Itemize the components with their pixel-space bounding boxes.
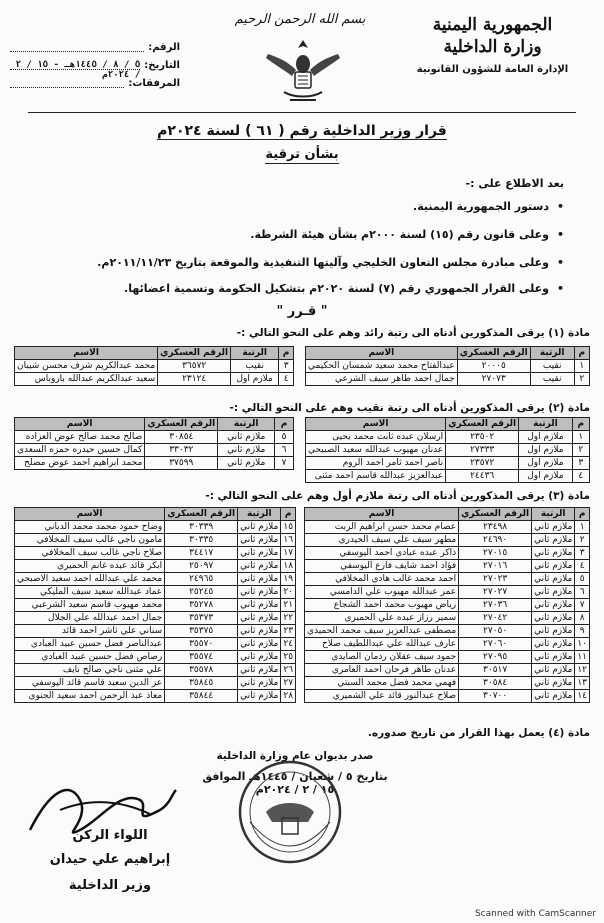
table-cell-n: ١ (575, 521, 590, 534)
table-cell-rank: ملازم ثاني (532, 586, 575, 599)
decree-subtitle (0, 147, 604, 162)
table-row (304, 599, 589, 612)
table-cell-n: ١٤ (575, 690, 590, 703)
table-cell-rank: ملازم ثاني (532, 521, 575, 534)
table-cell-num: ٢٧٠١٦ (459, 560, 532, 573)
table-cell-n: ٥ (575, 573, 590, 586)
table-row (304, 651, 589, 664)
reference-item: • دستور الجمهورية اليمنية. (413, 200, 564, 213)
table-cell-rank: ملازم ثاني (238, 651, 281, 664)
table-row (304, 612, 589, 625)
table-cell-rank: نقيب (530, 373, 574, 386)
table-cell-rank: ملازم ثاني (532, 664, 575, 677)
table-cell-rank: ملازم ثاني (532, 573, 575, 586)
table-row (15, 547, 296, 560)
table-row (15, 444, 294, 457)
table-header-row (304, 508, 589, 521)
table-cell-rank: ملازم ثاني (218, 444, 275, 457)
table-cell-name: عدنان مهيوب عبدالله سعيد الصبيحي (306, 444, 446, 457)
table-header-cell: الرقم العسكري (446, 418, 519, 431)
table-cell-num: ٣٧٥٩٩ (145, 457, 218, 470)
table-row (15, 431, 294, 444)
table-cell-rank: ملازم اول (519, 444, 572, 457)
department-name: الإدارة العامة للشؤون القانونية (416, 64, 569, 75)
table-cell-n: ٤ (279, 373, 294, 386)
table-cell-rank: ملازم ثاني (238, 638, 281, 651)
table-row (304, 677, 589, 690)
table-cell-n: ٢١ (281, 599, 296, 612)
table-cell-name: ذاكر عبده عبادي احمد اليوسفي (304, 547, 458, 560)
article-3-text: مادة (٣) يرقى المذكورين أدناه الى رتبة ملازم أول وهم على النحو التالي :- (205, 490, 590, 502)
table-cell-rank: نقيب (530, 360, 574, 373)
table-row (15, 586, 296, 599)
table-row (15, 457, 294, 470)
table-cell-num: ٣٥٨٤٤ (165, 690, 238, 703)
table-cell-n: ١٩ (281, 573, 296, 586)
table-header-cell: الرقم العسكري (457, 347, 530, 360)
table-cell-n: ٧ (275, 457, 294, 470)
article-2-table-right (305, 417, 590, 483)
table-cell-name: عز الدين سعيد قاسم قائد اليوسفي (15, 677, 165, 690)
table-row (306, 360, 590, 373)
table-header-cell: م (572, 418, 589, 431)
table-cell-n: ١ (574, 360, 589, 373)
table-row (304, 521, 589, 534)
table-header-cell: الرتبة (238, 508, 281, 521)
table-cell-name: فهمي محمد فضل محمد السبتي (304, 677, 458, 690)
table-cell-n: ٣ (575, 547, 590, 560)
table-cell-rank: ملازم ثاني (238, 534, 281, 547)
table-cell-name: محمد عبدالكريم شرف محسن شيبان (15, 360, 158, 373)
table-cell-rank: ملازم ثاني (238, 573, 281, 586)
table-header-row (15, 418, 294, 431)
table-header-row (15, 508, 296, 521)
table-cell-name: صلاح عبدالنور قائد علي الشميري (304, 690, 458, 703)
table-cell-rank: ملازم ثاني (532, 651, 575, 664)
table-cell-name: محمد علي عبدالله احمد سعيد الاصبحي (15, 573, 165, 586)
table-cell-name: كمال حسين حيدره حمزه السعدي (15, 444, 145, 457)
table-cell-num: ٢٠٠٠٥ (457, 360, 530, 373)
issue-date: بتاريخ ٥ / شعبان / ١٤٤٥هـ الموافق ١٥ / ٢ / ٢٠٢٤م (202, 770, 388, 796)
table-cell-rank: ملازم ثاني (238, 521, 281, 534)
table-cell-num: ٣٠٨٥٤ (145, 431, 218, 444)
table-cell-name: علي مثنى ناجي صالح نايف (15, 664, 165, 677)
table-cell-rank: ملازم ثاني (532, 534, 575, 547)
table-cell-num: ٢٧٠٧٣ (457, 373, 530, 386)
article-1-table-left (14, 346, 294, 386)
table-cell-n: ٢٠ (281, 586, 296, 599)
table-header-cell: الاسم (15, 508, 165, 521)
table-cell-n: ٤ (572, 470, 589, 483)
table-cell-n: ٢٢ (281, 612, 296, 625)
table-cell-rank: ملازم ثاني (218, 457, 275, 470)
article-2-table-left (14, 417, 294, 470)
table-header-cell: الرقم العسكري (459, 508, 532, 521)
table-cell-n: ٢ (575, 534, 590, 547)
table-cell-name: محمد ابراهيم احمد عوض مصلح (15, 457, 145, 470)
table-cell-rank: ملازم ثاني (218, 431, 275, 444)
table-cell-name: مامون ناجي غالب سيف المخلافي (15, 534, 165, 547)
table-row (15, 638, 296, 651)
table-header-cell: الرتبة (519, 418, 572, 431)
table-cell-name: مصطفى عبدالعزيز سيف محمد الحميدي (304, 625, 458, 638)
table-cell-name: احمد محمد غالب هادي المخلافي (304, 573, 458, 586)
table-header-row (15, 347, 294, 360)
table-cell-n: ٢٥ (281, 651, 296, 664)
table-cell-rank: ملازم ثاني (532, 677, 575, 690)
article-1-table-right (305, 346, 590, 386)
table-cell-name: ناصر احمد ثامر احمد الروم (306, 457, 446, 470)
table-cell-num: ٣٥٥٧٠ (165, 638, 238, 651)
signer-title: وزير الداخلية (68, 878, 152, 893)
table-cell-rank: ملازم اول (519, 470, 572, 483)
table-header-row (306, 418, 590, 431)
table-cell-n: ١٧ (281, 547, 296, 560)
table-cell-num: ٢٧٠٢٣ (459, 573, 532, 586)
table-cell-n: ٢٨ (281, 690, 296, 703)
table-header-cell: الرتبة (530, 347, 574, 360)
table-row (304, 586, 589, 599)
table-cell-rank: ملازم ثاني (532, 560, 575, 573)
article-3-table-right (304, 507, 590, 703)
table-cell-num: ٢٥٠٩٧ (165, 560, 238, 573)
table-header-cell: م (574, 347, 589, 360)
table-cell-rank: ملازم ثاني (532, 612, 575, 625)
decided-heading: " قـرر " (276, 304, 328, 319)
table-cell-name: سناني علي ثاشر احمد قائد (15, 625, 165, 638)
table-cell-num: ٣٥٨٤٥ (165, 677, 238, 690)
table-cell-name: ابكر قائد عبده غانم الحميري (15, 560, 165, 573)
table-row (15, 625, 296, 638)
table-cell-name: عبدالفتاح محمد سعيد شمسان الحكيمي (306, 360, 458, 373)
table-header-cell: الرتبة (231, 347, 279, 360)
ref-number-row (10, 38, 180, 56)
table-header-cell: الرتبة (532, 508, 575, 521)
table-row (304, 573, 589, 586)
table-cell-num: ٣٥٢٧٨ (165, 599, 238, 612)
table-cell-num: ٢٧٠٦٠ (459, 638, 532, 651)
table-cell-num: ٣٥٥٧٨ (165, 664, 238, 677)
country-name: الجمهورية اليمنية (432, 15, 553, 35)
table-cell-rank: ملازم اول (519, 457, 572, 470)
table-cell-n: ٦ (275, 444, 294, 457)
table-cell-name: صلاح ناجي غالب سيف المخلافي (15, 547, 165, 560)
table-cell-name: رياض مهيوب محمد احمد الشجاع (304, 599, 458, 612)
table-row (15, 573, 296, 586)
table-cell-name: عدنان طاهر فرحان احمد العامري (304, 664, 458, 677)
table-cell-rank: ملازم ثاني (532, 690, 575, 703)
table-cell-rank: ملازم ثاني (532, 599, 575, 612)
table-cell-name: محمد مهيوب قاسم سعيد الشرعبي (15, 599, 165, 612)
table-cell-n: ٢ (572, 444, 589, 457)
table-cell-n: ٧ (575, 599, 590, 612)
table-cell-num: ٣٦٥٧٢ (158, 360, 231, 373)
table-cell-name: رصاص فضل حسين عبيد العبادي (15, 651, 165, 664)
table-cell-num: ٢٣١٢٤ (158, 373, 231, 386)
table-row (304, 534, 589, 547)
date-label: التاريخ: (144, 59, 180, 71)
table-cell-rank: ملازم ثاني (238, 547, 281, 560)
table-row (306, 431, 590, 444)
table-cell-name: سمير رزاز عبده علي الحميري (304, 612, 458, 625)
table-cell-n: ٣ (572, 457, 589, 470)
table-cell-num: ٣٠٣٣٥ (165, 534, 238, 547)
table-cell-name: عبدالناصر فضل حسين عبيد العبادي (15, 638, 165, 651)
table-cell-n: ١٠ (575, 638, 590, 651)
attachments-dotted-line (10, 78, 124, 88)
table-cell-num: ٢٣٤٩٨ (459, 521, 532, 534)
table-row (304, 625, 589, 638)
table-cell-n: ١٦ (281, 534, 296, 547)
table-cell-n: ١ (572, 431, 589, 444)
table-header-cell: الاسم (15, 418, 145, 431)
table-cell-rank: ملازم اول (231, 373, 279, 386)
table-cell-num: ٢٧٠٩٥ (459, 651, 532, 664)
table-cell-num: ٣٠٧٠٠ (459, 690, 532, 703)
ministry-name: وزارة الداخلية (443, 37, 542, 57)
table-cell-num: ٣٠٥٨٤ (459, 677, 532, 690)
table-cell-num: ٣٣٠٣٢ (145, 444, 218, 457)
table-header-cell: الرقم العسكري (145, 418, 218, 431)
table-cell-name: ارسلان عبده ثابت محمد يحيى (306, 431, 446, 444)
table-cell-n: ٢٧ (281, 677, 296, 690)
table-cell-n: ٢٦ (281, 664, 296, 677)
table-header-row (306, 347, 590, 360)
table-row (15, 612, 296, 625)
table-cell-name: جمال احمد عبدالله علي الجلال (15, 612, 165, 625)
table-row (306, 457, 590, 470)
table-cell-name: عصام محمد حسن ابراهيم الربت (304, 521, 458, 534)
decree-subtitle-text: بشأن ترقية (265, 147, 339, 162)
article-4-text: مادة (٤) يعمل بهذا القرار من تاريخ صدوره. (367, 727, 590, 739)
letterhead-right (395, 14, 590, 75)
table-cell-name: عارف عبدالله علي عبداللطيف صلاح (304, 638, 458, 651)
table-cell-n: ٨ (575, 612, 590, 625)
table-cell-n: ٢٣ (281, 625, 296, 638)
table-cell-rank: ملازم ثاني (532, 625, 575, 638)
table-cell-name: فؤاد احمد شايف فارع اليوسفي (304, 560, 458, 573)
signer-name: إبراهيم علي حيدان (49, 852, 171, 867)
table-row (15, 373, 294, 386)
table-cell-num: ٢٥٢٤٥ (165, 586, 238, 599)
table-cell-name: سعيد عبدالكريم عبدالله باروباس (15, 373, 158, 386)
table-cell-num: ٢٤٩٦٥ (165, 573, 238, 586)
table-cell-num: ٢٤٦٩٠ (459, 534, 532, 547)
table-cell-num: ٣٤٤١٧ (165, 547, 238, 560)
table-row (304, 560, 589, 573)
table-header-cell: م (281, 508, 296, 521)
table-cell-rank: ملازم ثاني (238, 677, 281, 690)
table-header-cell: م (575, 508, 590, 521)
table-header-cell: الاسم (15, 347, 158, 360)
table-cell-num: ٢٧٠٢٧ (459, 586, 532, 599)
table-cell-num: ٢٣٥٠٢ (446, 431, 519, 444)
table-cell-name: عبدالعزيز عبدالله قاسم احمد مثنى (306, 470, 446, 483)
intro-text: بعد الاطلاع على :- (465, 177, 564, 190)
table-row (15, 360, 294, 373)
attachments-row (10, 74, 180, 92)
table-header-cell: م (279, 347, 294, 360)
table-cell-name: عمر عبدالله مهيوب علي الدامسي (304, 586, 458, 599)
table-cell-n: ١١ (575, 651, 590, 664)
table-cell-num: ٢٧٠٥٠ (459, 625, 532, 638)
table-cell-n: ٢ (574, 373, 589, 386)
table-row (304, 638, 589, 651)
reference-item: • وعلى قانون رقم (١٥) لسنة ٢٠٠٠م بشأن هيئة الشرطة. (250, 228, 564, 241)
table-cell-rank: ملازم ثاني (238, 664, 281, 677)
table-cell-num: ٢٧٠٤٢ (459, 612, 532, 625)
table-cell-n: ١٥ (281, 521, 296, 534)
table-row (304, 547, 589, 560)
header-divider (28, 112, 576, 113)
scanner-watermark: Scanned with CamScanner (474, 909, 596, 919)
table-row (306, 444, 590, 457)
table-cell-rank: ملازم ثاني (238, 625, 281, 638)
table-cell-n: ١٨ (281, 560, 296, 573)
table-cell-name: صالح محمد صالح عوض العزاده (15, 431, 145, 444)
table-row (304, 690, 589, 703)
date-value: ٥ / ٨ / ١٤٤٥هـ - ١٥ / ٢ / ٢٠٢٤م (10, 60, 140, 70)
table-cell-rank: نقيب (231, 360, 279, 373)
signer-rank: اللواء الركن (72, 828, 148, 843)
table-cell-num: ٣٥٥٧٤ (165, 651, 238, 664)
table-row (306, 373, 590, 386)
table-header-cell: الرتبة (218, 418, 275, 431)
table-cell-name: حمود سيف عقلان ردمان الصايدي (304, 651, 458, 664)
table-row (15, 690, 296, 703)
table-cell-name: معاذ عبد الرحمن احمد سعيد الحنوي (15, 690, 165, 703)
table-row (306, 470, 590, 483)
article-3-table-left (14, 507, 296, 703)
table-cell-n: ٣ (279, 360, 294, 373)
table-cell-n: ٥ (275, 431, 294, 444)
decree-title-text: قرار وزير الداخلية رقم ( ٦١ ) لسنة ٢٠٢٤م (157, 123, 447, 139)
ref-label: الرقم: (148, 41, 180, 53)
table-cell-name: جمال احمد طاهر سيف الشرعي (306, 373, 458, 386)
issued-at: صدر بديوان عام وزارة الداخلية (216, 750, 374, 762)
table-header-cell: الاسم (306, 347, 458, 360)
table-cell-num: ٢٤٤٣٦ (446, 470, 519, 483)
reference-item: • وعلى القرار الجمهوري رقم (٧) لسنة ٢٠٢٠م بتشكيل الحكومة وتسمية اعضائها. (124, 282, 564, 295)
table-cell-num: ٣٠٥١٧ (459, 664, 532, 677)
table-cell-n: ٤ (575, 560, 590, 573)
table-cell-name: وضاح حمود محمد محمد الدباني (15, 521, 165, 534)
table-cell-rank: ملازم ثاني (532, 638, 575, 651)
date-row (10, 56, 180, 80)
table-row (15, 677, 296, 690)
table-cell-n: ١٢ (575, 664, 590, 677)
table-cell-num: ٢٧٠٣٦ (459, 599, 532, 612)
article-2-text: مادة (٢) يرقى المذكورين أدناه الى رتبة نقيب وهم على النحو التالي :- (229, 402, 590, 414)
article-1-text: مادة (١) يرقى المذكورين أدناه الى رتبة رائد وهم على النحو التالي :- (236, 327, 590, 339)
table-cell-name: مطهر سيف علي سيف الحيدري (304, 534, 458, 547)
eagle-emblem-icon (262, 36, 344, 106)
decree-title (0, 123, 604, 139)
table-cell-rank: ملازم ثاني (238, 690, 281, 703)
table-header-cell: الرقم العسكري (158, 347, 231, 360)
table-row (15, 521, 296, 534)
table-row (15, 560, 296, 573)
ref-dotted-line (10, 42, 144, 52)
table-cell-num: ٢٣٥٧٢ (446, 457, 519, 470)
table-cell-n: ٦ (575, 586, 590, 599)
table-cell-name: عماد عبدالله سعيد سيف المليكي (15, 586, 165, 599)
table-header-cell: الرقم العسكري (165, 508, 238, 521)
table-cell-rank: ملازم ثاني (238, 560, 281, 573)
table-row (15, 599, 296, 612)
table-cell-rank: ملازم ثاني (532, 547, 575, 560)
table-header-cell: الاسم (306, 418, 446, 431)
table-row (15, 664, 296, 677)
table-cell-num: ٢٧٣٣٣ (446, 444, 519, 457)
table-row (15, 651, 296, 664)
table-cell-n: ٩ (575, 625, 590, 638)
letterhead-left (10, 38, 180, 92)
table-cell-rank: ملازم ثاني (238, 586, 281, 599)
table-header-cell: الاسم (304, 508, 458, 521)
table-cell-n: ٢٤ (281, 638, 296, 651)
table-row (15, 534, 296, 547)
table-row (304, 664, 589, 677)
official-stamp-icon (236, 752, 344, 872)
attachments-label: المرفقات: (128, 77, 180, 89)
reference-item: • وعلى مبادرة مجلس التعاون الخليجي وآليتها التنفيذية والموقعة بتاريخ ٢٠١١/١١/٢٣م. (97, 256, 564, 269)
table-cell-rank: ملازم اول (519, 431, 572, 444)
table-cell-num: ٣٥٣٧٥ (165, 625, 238, 638)
table-cell-rank: ملازم ثاني (238, 599, 281, 612)
table-cell-num: ٢٧٠١٥ (459, 547, 532, 560)
basmala: بسم الله الرحمن الرحيم (234, 12, 366, 27)
table-cell-rank: ملازم ثاني (238, 612, 281, 625)
table-cell-n: ١٣ (575, 677, 590, 690)
table-cell-num: ٣٥٣٧٣ (165, 612, 238, 625)
table-header-cell: م (275, 418, 294, 431)
table-cell-num: ٣٠٣٣٩ (165, 521, 238, 534)
